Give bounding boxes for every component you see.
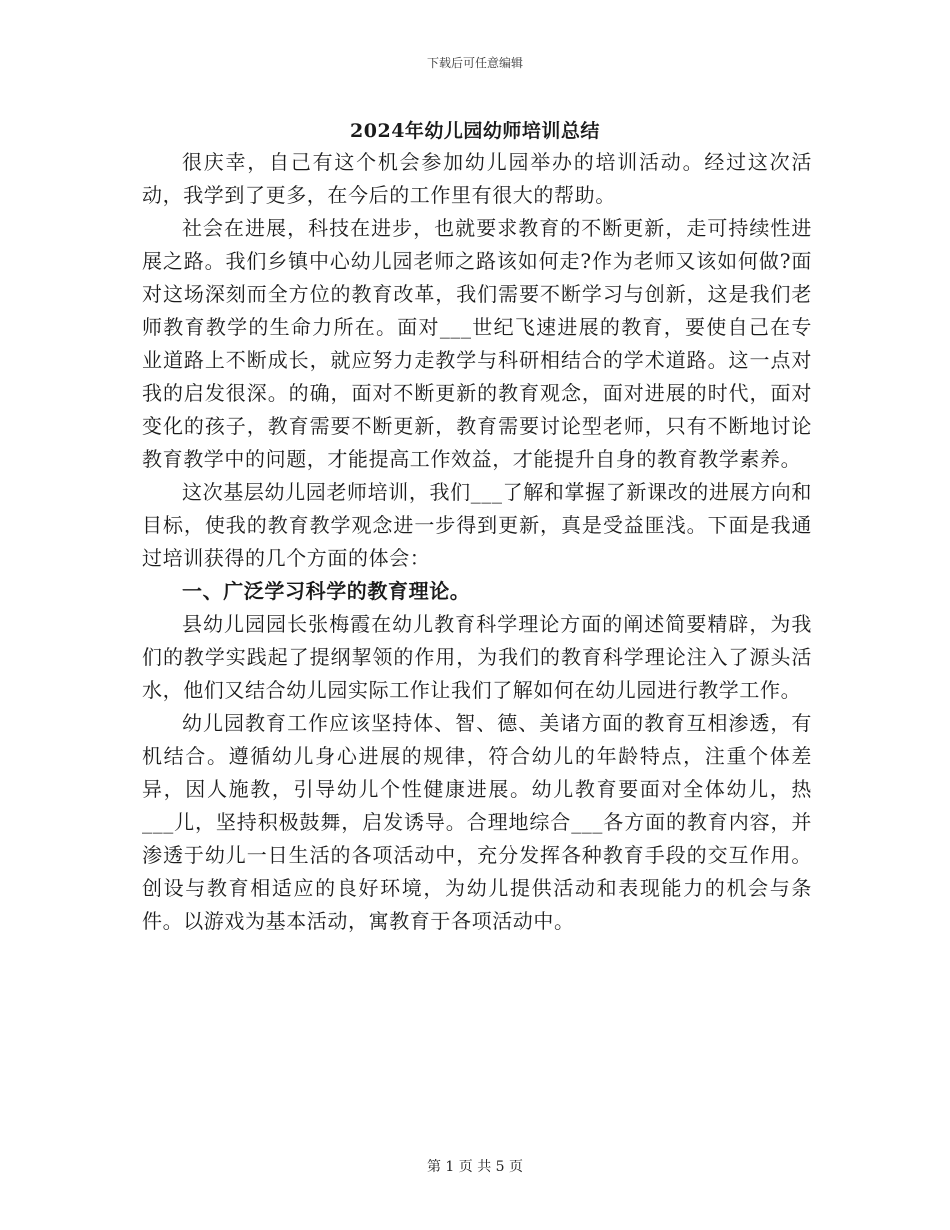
page-indicator: 第 1 页 共 5 页 bbox=[426, 1159, 524, 1175]
document-body bbox=[142, 146, 812, 938]
paragraph-intro: 很庆幸，自己有这个机会参加幼儿园举办的培训活动。经过这次活动，我学到了更多，在今后的工作里有很大的帮助。 bbox=[142, 150, 812, 207]
section-heading-1: 一、广泛学习科学的教育理论。 bbox=[182, 579, 471, 603]
paragraph-education-reform: 社会在进展，科技在进步，也就要求教育的不断更新，走可持续性进展之路。我们乡镇中心幼儿园老师之路该如何走?作为老师又该如何做?面对这场深刻而全方位的教育改革，我们需要不断学习与创新，这是我们老师教育教学的生命力所在。面对___世纪飞速进展的教育，要使自己在专业道路上不断成长，就应努力走教学与科研相结合的学术道路。这一点对我的启发很深。的确，面对不断更新的教育观念，面对进展的时代，面对变化的孩子，教育需要不断更新，教育需要讨论型老师，只有不断地讨论教育教学中的问题，才能提高工作效益，才能提升自身的教育教学素养。 bbox=[142, 216, 812, 471]
header-note: 下载后可任意编辑 bbox=[426, 56, 523, 70]
document-title: 2024年幼儿园幼师培训总结 bbox=[350, 120, 600, 142]
paragraph-theory: 县幼儿园园长张梅霞在幼儿教育科学理论方面的阐述简要精辟，为我们的教学实践起了提纲挈领的作用，为我们的教育科学理论注入了源头活水，他们又结合幼儿园实际工作让我们了解如何在幼儿园进行教学工作。 bbox=[142, 612, 812, 702]
paragraph-training-gains: 这次基层幼儿园老师培训，我们___了解和掌握了新课改的进展方向和目标，使我的教育教学观念进一步得到更新，真是受益匪浅。下面是我通过培训获得的几个方面的体会： bbox=[142, 480, 812, 570]
paragraph-kindergarten-education: 幼儿园教育工作应该坚持体、智、德、美诸方面的教育互相渗透，有机结合。遵循幼儿身心进展的规律，符合幼儿的年龄特点，注重个体差异，因人施教，引导幼儿个性健康进展。幼儿教育要面对全体幼儿，热___儿，坚持积极鼓舞，启发诱导。合理地综合___各方面的教育内容，并渗透于幼儿一日生活的各项活动中，充分发挥各种教育手段的交互作用。创设与教育相适应的良好环境，为幼儿提供活动和表现能力的机会与条件。以游戏为基本活动，寓教育于各项活动中。 bbox=[142, 711, 812, 933]
